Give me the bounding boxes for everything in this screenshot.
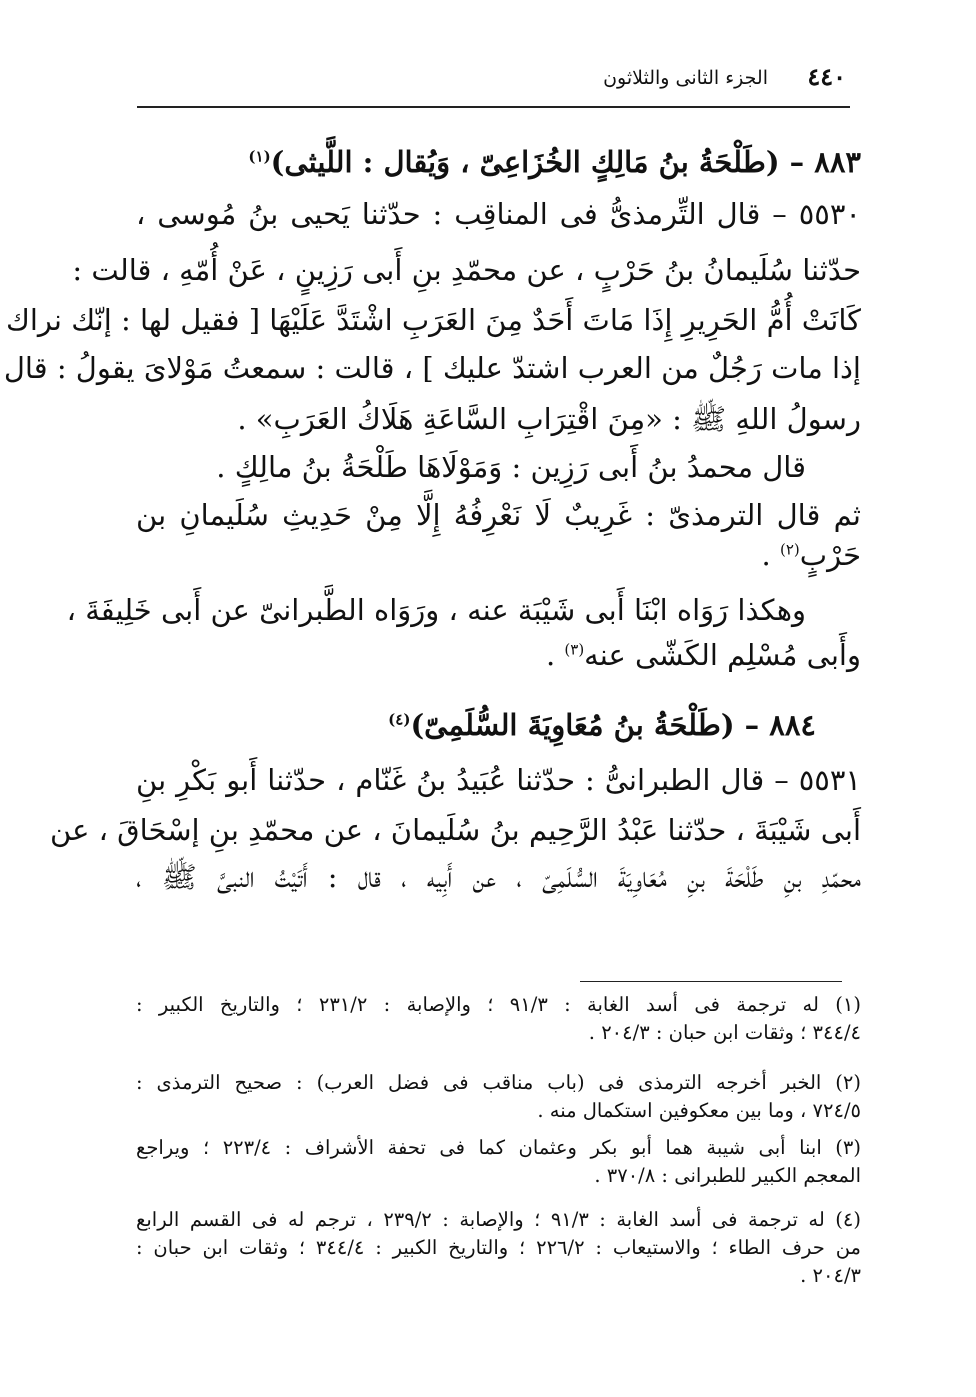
hadith-line: ٥٥٣١ – قال الطبرانىُّ : حدّثنا عُبَيدُ بنُ غَنّام ، حدّثنا أَبو بَكْرِ بنِ <box>136 763 861 797</box>
header-rule <box>137 106 850 108</box>
hadith-line: حدّثنا سُلَيمانُ بنُ حَرْبٍ ، عن محمّدِ بنِ أَبى رَزِينٍ ، عَنْ أُمّهِ ، قالت : <box>72 253 861 287</box>
page-number: ٤٤٠ <box>807 62 846 91</box>
footnote-line: ٧٢٤/٥ ، وما بين معكوفين استكمال منه . <box>537 1099 861 1122</box>
footnote-line: (١) له ترجمة فى أسد الغابة : ٩١/٣ ؛ والإصابة : ٢٣١/٢ ؛ والتاريخ الكبير : <box>136 993 861 1016</box>
entry-heading-884: ٨٨٤ – (طَلْحَةُ بنُ مُعَاوِيَةَ السُّلَمِىّ)$^{(٤)}$ <box>388 708 816 742</box>
hadith-line: ٥٥٣٠ – قال التِّرمذىُّ فى المناقِب : حدّثنا يَحيى بنُ مُوسى ، <box>136 197 861 231</box>
hadith-line: حَرْبٍ$^{(٢)}$ . <box>761 538 861 572</box>
volume-title: الجزء الثانى والثلاثون <box>603 67 768 89</box>
hadith-line: إذا مات رَجُلٌ من العرب اشتدّ عليك ] ، قالت : سمعتُ مَوْلاىَ يقولُ : قال <box>3 351 861 385</box>
hadith-line: محمّدِ بنِ طَلْحَةَ بنِ مُعَاوِيَةَ السُّلَمِىّ ، عن أَبِيه ، قال : أَتَيْتُ النبىَّ ﷺ ، <box>136 860 861 894</box>
hadith-line: كَانَتْ أُمُّ الحَرِيرِ إِذَا مَاتَ أَحَدٌ مِنَ العَرَبِ اشْتَدَّ عَلَيْهَا [ فقيل لها : إنّك نراك <box>5 303 861 337</box>
footnote-ref-4: (٤) <box>388 710 411 729</box>
hadith-line: أَبى شَيْبَةَ ، حدّثنا عَبْدُ الرَّحِيم بنُ سُلَيمانَ ، عن محمّدِ بنِ إسْحَاقَ ، عن <box>50 813 861 847</box>
hadith-line: وأَبى مُسْلِم الكَشّى عنه$^{(٣)}$ . <box>545 638 861 672</box>
hadith-line: قال محمدُ بنُ أَبى رَزِين : وَمَوْلَاهَا طَلْحَةُ بنُ مالِكٍ . <box>216 450 806 484</box>
footnote-ref-2: (٢) <box>779 540 800 559</box>
footnote-line: ٢٠٤/٣ . <box>800 1264 861 1287</box>
hadith-line: رسولُ اللهِ ﷺ : «مِنَ اقْتِرَابِ السَّاعَةِ هَلَاكُ العَرَبِ» . <box>237 402 861 436</box>
footnote-line: (٣) ابنا أبى شيبة هما أبو بكر وعثمان كما فى تحفة الأشراف : ٢٢٣/٤ ؛ ويراجع <box>136 1136 861 1159</box>
hadith-line: ثم قال الترمذىّ : غَرِيبٌ لَا نَعْرِفُهُ إِلَّا مِنْ حَدِيثِ سُلَيمانِ بن <box>136 498 861 532</box>
footnote-rule <box>580 981 842 982</box>
footnote-line: (٢) الخبر أخرجه الترمذى فى (باب مناقب فى فضل العرب) : صحيح الترمذى : <box>136 1071 861 1094</box>
footnote-ref-1: (١) <box>248 147 271 166</box>
hadith-line: وهكذا رَوَاه ابْنَا أَبى شَيْبَة عنه ، ورَوَاه الطَّبرانىّ عن أَبى خَلِيفَةَ ، <box>66 593 806 627</box>
footnote-line: المعجم الكبير للطبرانى : ٣٧٠/٨ . <box>594 1164 861 1187</box>
entry-heading-883: ٨٨٣ – (طَلْحَةُ بنُ مَالِكٍ الخُزَاعِىّ ، وَيُقال : اللَّيثى)$^{(١)}$ <box>248 145 861 179</box>
footnote-ref-3: (٣) <box>564 640 585 659</box>
running-head <box>126 60 846 100</box>
footnote-line: من حرف الطاء ؛ والاستيعاب : ٢٢٦/٢ ؛ والتاريخ الكبير : ٣٤٤/٤ ؛ وثقات ابن حبان : <box>136 1236 861 1259</box>
footnote-line: (٤) له ترجمة فى أسد الغابة : ٩١/٣ ؛ والإصابة : ٢٣٩/٢ ، ترجم له فى القسم الرابع <box>136 1208 861 1231</box>
footnote-line: ٣٤٤/٤ ؛ وثقات ابن حبان : ٢٠٤/٣ . <box>588 1021 861 1044</box>
